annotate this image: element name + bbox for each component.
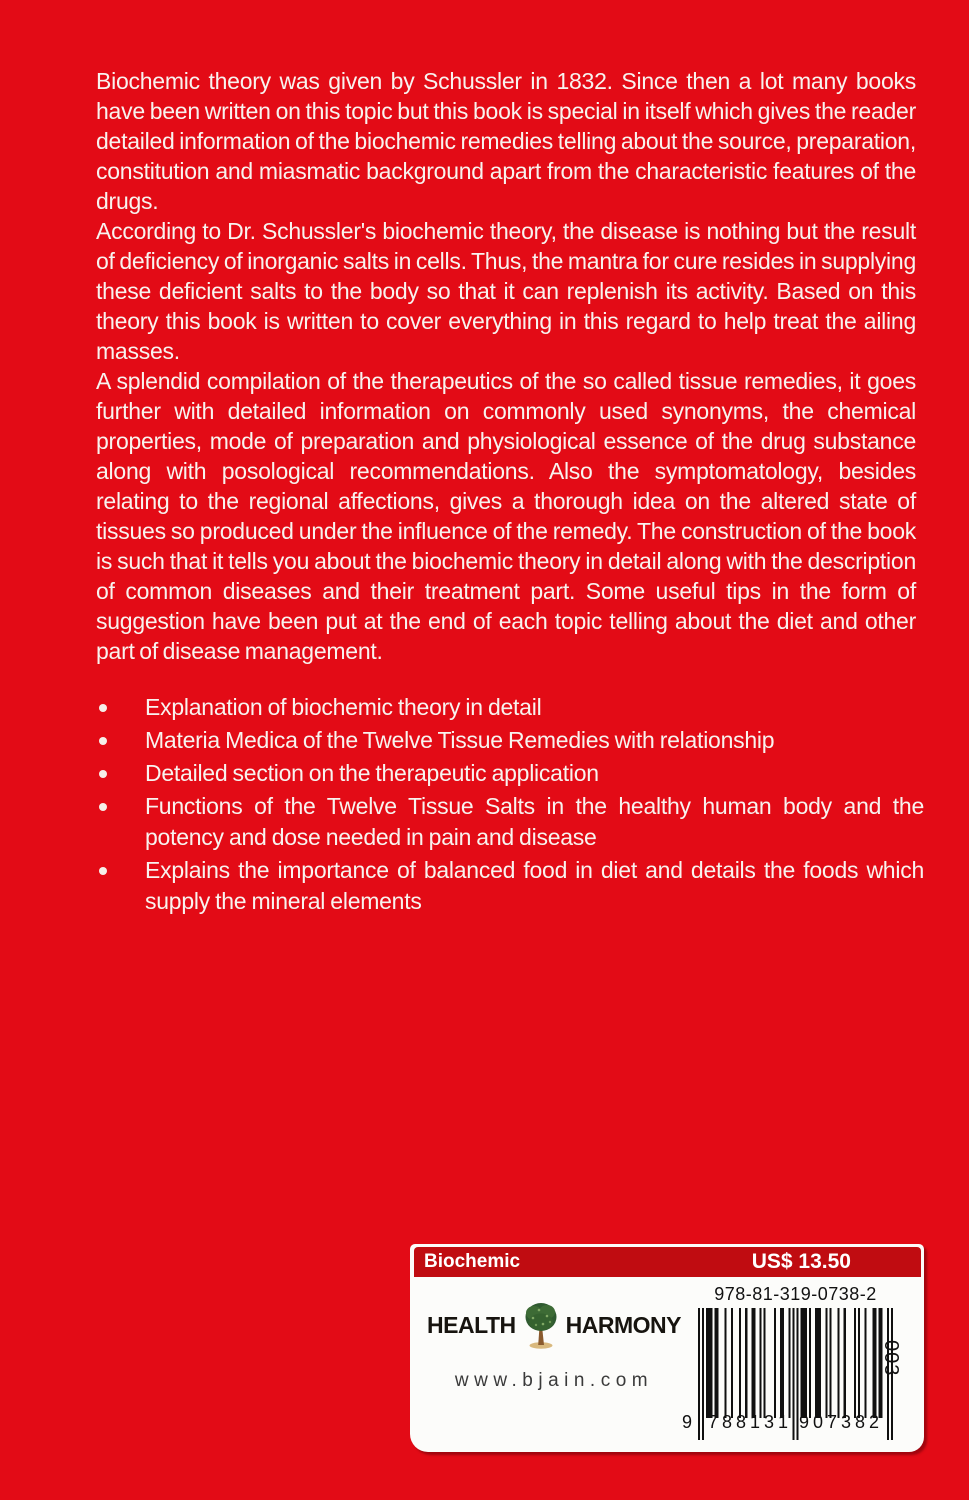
bullet-icon: [99, 737, 107, 745]
highlights-list: [96, 692, 924, 919]
list-item: [96, 791, 924, 853]
publisher-name-left: HEALTH: [427, 1311, 516, 1338]
barcode: [682, 1308, 893, 1440]
publisher-block: [420, 1288, 688, 1392]
list-item-text: Explains the importance of balanced food in diet and details the foods which supply the mineral elements: [145, 857, 924, 914]
list-item-text: Materia Medica of the Twelve Tissue Remedies with relationship: [145, 727, 775, 753]
list-item: [96, 725, 924, 756]
publisher-website: www.bjain.com: [454, 1370, 654, 1391]
bullet-icon: [99, 770, 107, 778]
blurb-paragraph-3: A splendid compilation of the therapeutics of the so called tissue remedies, it goes further with detailed information on commonly used synonyms, the chemical properties, mode of preparation and physiological essence of the drug substance along with posological recommendations. Also the symptomatology, besides relating to the regional affections, gives a thorough idea on the altered state of tissues so produced under the influence of the remedy. The construction of the book is such that it tells you about the biochemic theory in detail along with the description of common diseases and their treatment part. Some useful tips in the form of suggestion have been put at the end of each topic telling about the diet and other part of disease management.: [96, 368, 916, 664]
publisher-label: [410, 1244, 924, 1452]
publisher-logo: [420, 1300, 688, 1350]
list-item: [96, 855, 924, 917]
price-label: US$ 13.50: [751, 1250, 851, 1273]
isbn-number: 978-81-319-0738-2: [714, 1284, 877, 1304]
barcode-digit-group2: 907382: [798, 1412, 884, 1432]
list-item-text: Detailed section on the therapeutic application: [145, 760, 599, 786]
blurb: [96, 66, 916, 666]
label-header: [414, 1247, 921, 1277]
barcode-digit-group1: 788131: [707, 1412, 793, 1432]
list-item: [96, 758, 924, 789]
category-label: Biochemic: [424, 1251, 521, 1272]
blurb-paragraph-2: According to Dr. Schussler's biochemic theory, the disease is nothing but the result of deficiency of inorganic salts in cells. Thus, the mantra for cure resides in supplying these deficient salts to the body so that it can replenish its activity. Based on this theory this book is written to cover everything in this regard to help treat the ailing masses.: [96, 218, 916, 364]
list-item-text: Explanation of biochemic theory in detail: [145, 694, 542, 720]
print-code: 003: [880, 1340, 902, 1377]
tree-icon: [523, 1300, 559, 1350]
publisher-name-right: HARMONY: [565, 1311, 681, 1338]
list-item: [96, 692, 924, 723]
bullet-icon: [99, 867, 107, 875]
barcode-digit-lead: 9: [682, 1412, 693, 1432]
barcode-block: [682, 1284, 902, 1440]
blurb-paragraph-1: Biochemic theory was given by Schussler in 1832. Since then a lot many books have been written on this topic but this book is special in itself which gives the reader detailed information of the biochemic remedies telling about the source, preparation, constitution and miasmatic background apart from the characteristic features of the drugs.: [96, 68, 916, 214]
bullet-icon: [99, 803, 107, 811]
bullet-icon: [99, 704, 107, 712]
list-item-text: Functions of the Twelve Tissue Salts in the healthy human body and the potency and dose needed in pain and disease: [145, 793, 924, 850]
